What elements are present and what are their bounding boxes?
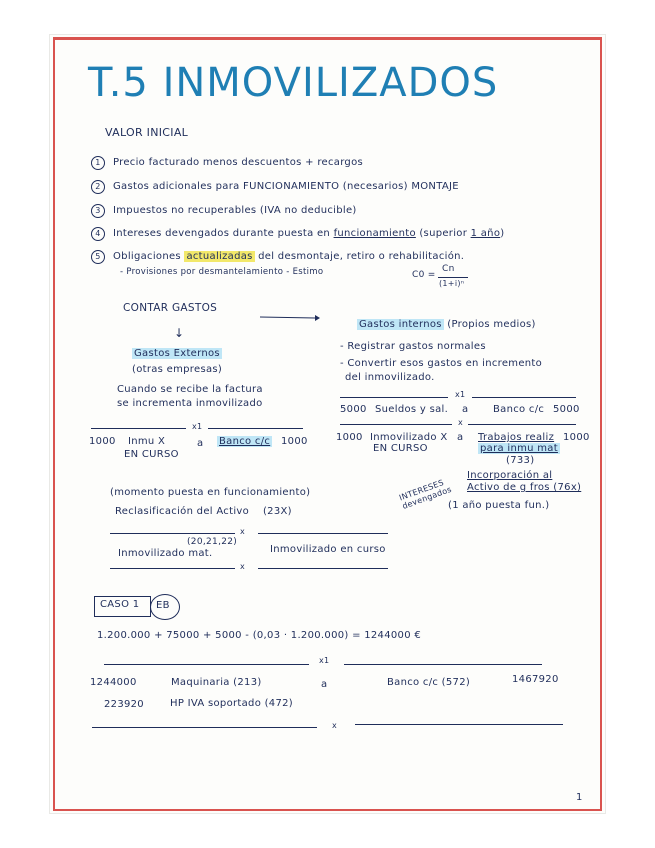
entry-number: x1 — [319, 656, 330, 665]
cuando-text: Cuando se recibe la factura — [117, 384, 263, 395]
account-name: Banco c/c (572) — [387, 677, 471, 688]
a-connector: a — [321, 679, 328, 690]
journal-line — [110, 568, 235, 569]
amount: 1000 — [563, 432, 590, 443]
journal-line — [91, 428, 186, 429]
journal-line — [355, 724, 563, 725]
account-codes: (20,21,22) — [187, 537, 238, 547]
journal-line — [258, 533, 388, 534]
journal-line — [340, 424, 452, 425]
amount: 1244000 — [90, 677, 137, 688]
item-text: Precio facturado menos descuentos + recargos — [113, 157, 364, 168]
contar-gastos-heading: CONTAR GASTOS — [123, 302, 218, 314]
account-name: para inmu mat — [480, 443, 558, 454]
item-number: 4 — [91, 227, 105, 241]
item-text: ) — [500, 228, 505, 239]
list-item-1 — [91, 156, 363, 170]
item-text-underlined: 1 año — [470, 228, 501, 239]
entry-number: x1 — [455, 390, 466, 399]
journal-line — [104, 664, 309, 665]
a-connector: a — [197, 438, 204, 449]
amount: 1000 — [281, 436, 308, 447]
list-item-2 — [91, 180, 459, 194]
registrar-text: - Registrar gastos normales — [340, 341, 486, 352]
entry-separator: x — [332, 721, 338, 730]
account-name: EN CURSO — [124, 449, 179, 460]
formula-numerator: Cn — [442, 264, 455, 274]
account-name: Inmovilizado mat. — [118, 548, 213, 559]
item-text: (superior — [415, 228, 471, 239]
item-text: Gastos adicionales para FUNCIONAMIENTO (necesarios) MONTAJE — [113, 181, 459, 192]
provisiones-note: - Provisiones por desmantelamiento - Estimo — [120, 267, 324, 277]
amount: 1000 — [89, 436, 116, 447]
un-ano-text: (1 año puesta fun.) — [448, 500, 550, 511]
amount: 1000 — [336, 432, 363, 443]
entry-separator: x — [240, 562, 246, 571]
list-item-3 — [91, 204, 357, 218]
caso-label: CASO 1 — [100, 599, 140, 610]
list-item-4 — [91, 227, 504, 241]
account-name: Banco c/c — [219, 436, 271, 447]
del-inmovilizado-text: del inmovilizado. — [345, 372, 435, 383]
formula-lhs: C0 = — [412, 270, 436, 280]
amount: 1467920 — [512, 674, 559, 685]
incorporacion-text: Incorporación al — [467, 470, 553, 481]
account-name: HP IVA soportado (472) — [170, 698, 293, 709]
journal-line — [344, 664, 542, 665]
fraction-bar — [438, 277, 468, 278]
formula-denominator: (1+i)ⁿ — [439, 279, 465, 288]
account-name: Inmovilizado X — [370, 432, 448, 443]
account-name: Sueldos y sal. — [375, 404, 449, 415]
journal-line — [468, 424, 576, 425]
account-name: Inmovilizado en curso — [270, 544, 386, 555]
page-title: T.5 INMOVILIZADOS — [88, 60, 499, 106]
highlighted-word: actualizadas — [186, 251, 253, 262]
a-connector: a — [462, 404, 469, 415]
se-incrementa-text: se incrementa inmovilizado — [117, 398, 263, 409]
item-text: del desmontaje, retiro o rehabilitación. — [254, 251, 465, 262]
entry-separator: x — [240, 527, 246, 536]
journal-line — [208, 428, 303, 429]
otras-empresas-text: (otras empresas) — [132, 364, 223, 375]
entry-number: x1 — [192, 422, 203, 431]
gastos-externos-label: Gastos Externos — [134, 348, 220, 359]
calculation: 1.200.000 + 75000 + 5000 - (0,03 · 1.200.000) = 1244000 € — [97, 630, 422, 641]
journal-line — [92, 727, 317, 728]
activo-gastos-text: Activo de g fros (76x) — [467, 482, 582, 493]
item-number: 1 — [91, 156, 105, 170]
momento-text: (momento puesta en funcionamiento) — [110, 487, 311, 498]
section-heading: VALOR INICIAL — [105, 126, 189, 139]
convertir-text: - Convertir esos gastos en incremento — [340, 358, 543, 369]
item-text: Obligaciones — [113, 251, 185, 262]
journal-line — [340, 397, 448, 398]
intereses-devengados-note: INTERESES devengados — [398, 477, 453, 511]
item-number: 5 — [91, 250, 105, 264]
item-number: 2 — [91, 180, 105, 194]
a-connector: a — [457, 432, 464, 443]
item-number: 3 — [91, 204, 105, 218]
entry-separator: x — [458, 418, 464, 427]
account-name: EN CURSO — [373, 443, 428, 454]
account-code: (733) — [506, 455, 535, 466]
list-item-5 — [91, 250, 464, 264]
page-number: 1 — [576, 792, 583, 803]
item-text: Impuestos no recuperables (IVA no deducible) — [113, 205, 357, 216]
journal-line — [472, 397, 576, 398]
gastos-internos-label: Gastos internos (Propios medios) — [359, 319, 536, 330]
item-text-underlined: funcionamiento — [333, 228, 416, 239]
item-text: Intereses devengados durante puesta en — [113, 228, 334, 239]
down-arrow: ↓ — [174, 326, 185, 340]
journal-line — [258, 568, 388, 569]
amount: 223920 — [104, 699, 144, 710]
account-name: Banco c/c — [493, 404, 545, 415]
right-arrow — [260, 312, 320, 322]
amount: 5000 — [340, 404, 367, 415]
account-name: Trabajos realiz — [478, 432, 555, 443]
amount: 5000 — [553, 404, 580, 415]
account-name: Inmu X — [128, 436, 166, 447]
account-name: Maquinaria (213) — [171, 677, 262, 688]
reclasificacion-text: Reclasificación del Activo (23X) — [115, 506, 292, 517]
journal-line — [110, 533, 235, 534]
eb-label: EB — [156, 600, 170, 611]
